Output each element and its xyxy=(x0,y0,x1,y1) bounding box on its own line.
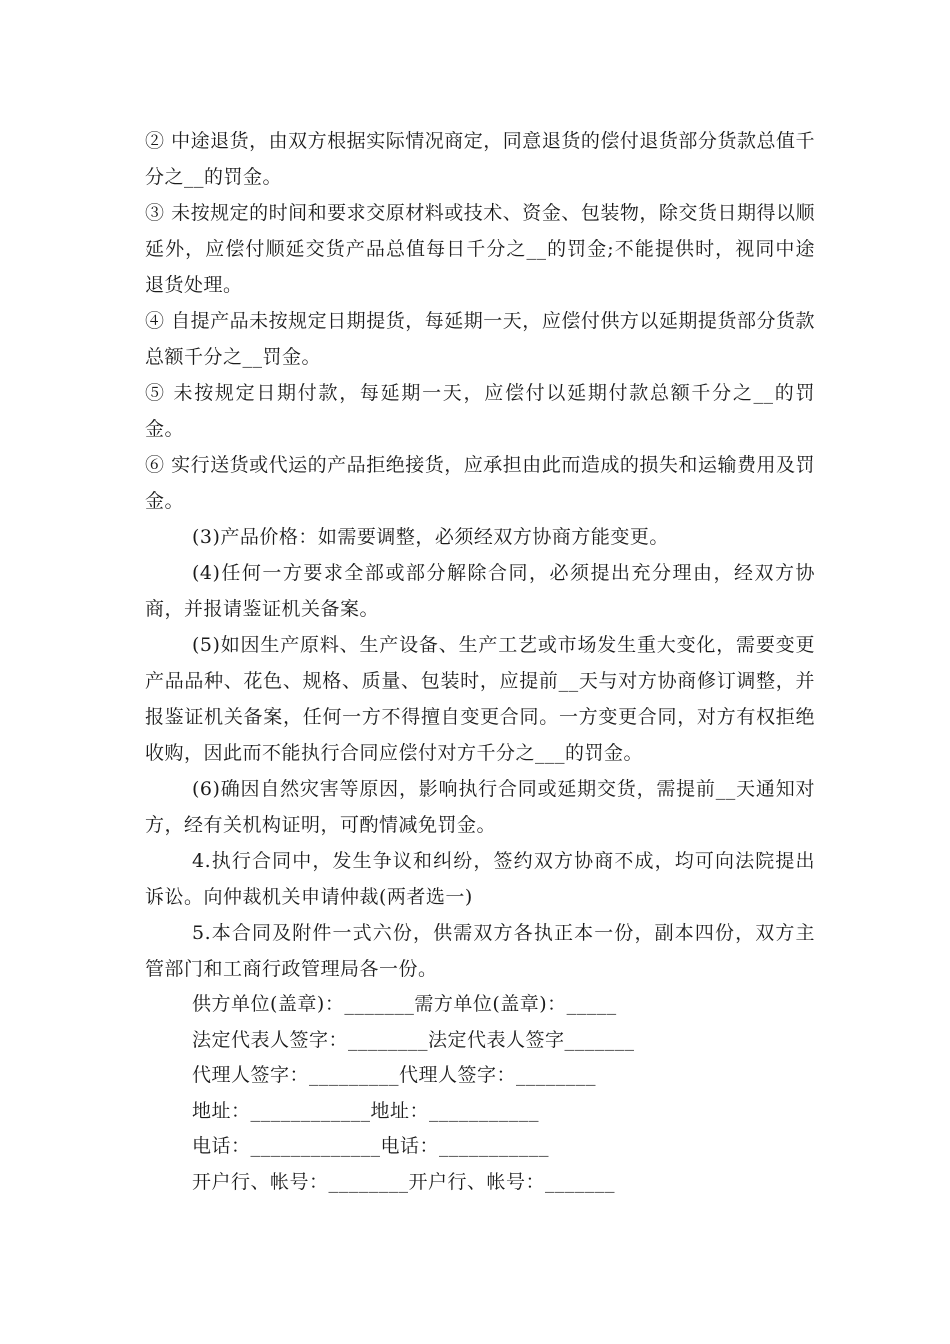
section-6-force-majeure: (6)确因自然灾害等原因，影响执行合同或延期交货，需提前__天通知对方，经有关机构证明，可酌情减免罚金。 xyxy=(145,778,815,836)
signature-line-bank-account: 开户行、帐号：________开户行、帐号：_______ xyxy=(192,1170,616,1193)
signature-line-legal-rep: 法定代表人签字：________法定代表人签字_______ xyxy=(192,1028,635,1051)
signature-block xyxy=(145,987,815,1200)
clause-3-materials: ③ 未按规定的时间和要求交原材料或技术、资金、包装物，除交货日期得以顺延外，应偿付顺延交货产品总值每日千分之__的罚金;不能提供时，视同中途退货处理。 xyxy=(145,202,815,296)
signature-line-phone: 电话：_____________电话：___________ xyxy=(192,1135,550,1157)
clause-5-payment: ⑤ 未按规定日期付款，每延期一天，应偿付以延期付款总额千分之__的罚金。 xyxy=(145,382,815,440)
contract-body xyxy=(145,123,815,1200)
clause-6-rejection: ⑥ 实行送货或代运的产品拒绝接货，应承担由此而造成的损失和运输费用及罚金。 xyxy=(145,454,815,512)
article-4-disputes: 4.执行合同中，发生争议和纠纷，签约双方协商不成，均可向法院提出诉讼。向仲裁机关申请仲裁(两者选一) xyxy=(145,850,815,908)
section-5-changes: (5)如因生产原料、生产设备、生产工艺或市场发生重大变化，需要变更产品品种、花色、规格、质量、包装时，应提前__天与对方协商修订调整，并报鉴证机关备案，任何一方不得擅自变更合同。一方变更合同，对方有权拒绝收购，因此而不能执行合同应偿付对方千分之___的罚金。 xyxy=(145,634,815,764)
signature-line-company-seal: 供方单位(盖章)：_______需方单位(盖章)：_____ xyxy=(192,993,617,1015)
clause-2-return: ② 中途退货，由双方根据实际情况商定，同意退货的偿付退货部分货款总值千分之__的罚金。 xyxy=(145,130,815,188)
section-4-termination: (4)任何一方要求全部或部分解除合同，必须提出充分理由，经双方协商，并报请鉴证机关备案。 xyxy=(145,562,815,620)
signature-line-agent: 代理人签字：_________代理人签字：________ xyxy=(192,1064,597,1086)
section-3-price: (3)产品价格：如需要调整，必须经双方协商方能变更。 xyxy=(192,526,669,548)
article-5-copies: 5.本合同及附件一式六份，供需双方各执正本一份，副本四份，双方主管部门和工商行政管理局各一份。 xyxy=(145,922,815,980)
signature-line-address: 地址：____________地址：___________ xyxy=(192,1099,540,1122)
clause-4-pickup: ④ 自提产品未按规定日期提货，每延期一天，应偿付供方以延期提货部分货款总额千分之__罚金。 xyxy=(145,310,815,368)
